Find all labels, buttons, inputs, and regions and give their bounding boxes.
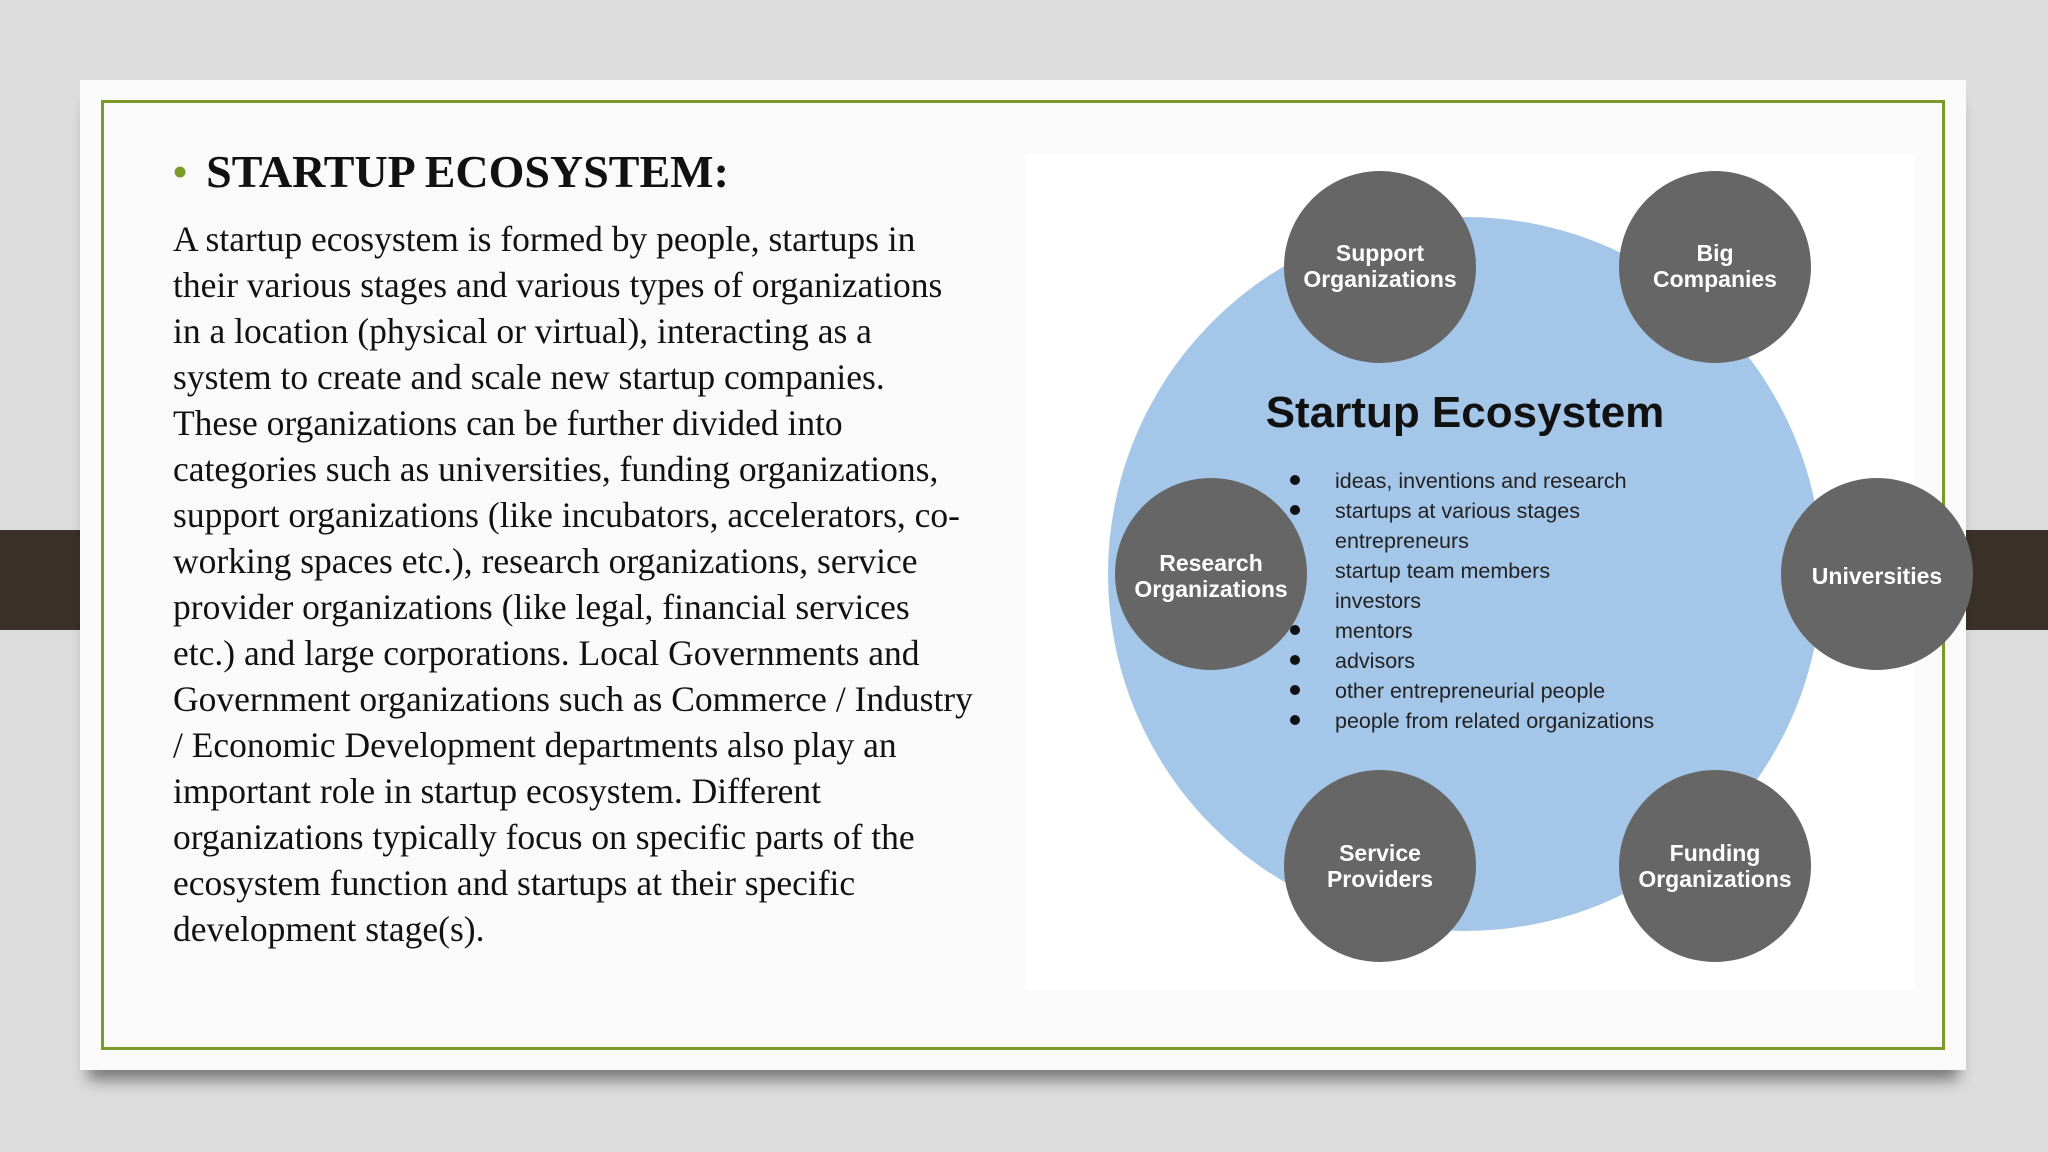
list-item: startups at various stages xyxy=(1335,499,1580,523)
list-item: advisors xyxy=(1335,649,1416,673)
paragraph-line: development stage(s). xyxy=(173,909,485,949)
node-label-line: Organizations xyxy=(1638,866,1792,892)
paragraph-line: important role in startup ecosystem. Different xyxy=(173,771,822,811)
node-big-companies xyxy=(1619,171,1811,363)
node-label-line: Organizations xyxy=(1303,266,1457,292)
list-bullet xyxy=(1290,625,1300,635)
paragraph-line: their various stages and various types of organizations xyxy=(173,265,943,305)
paragraph-line: categories such as universities, funding organizations, xyxy=(173,449,939,489)
paragraph-line: These organizations can be further divided into xyxy=(173,403,843,443)
description-paragraph xyxy=(173,216,1173,952)
node-support-organizations xyxy=(1284,171,1476,363)
paragraph-line: working spaces etc.), research organizations, service xyxy=(173,541,918,581)
startup-ecosystem-diagram xyxy=(1025,154,1943,990)
node-label-line: Support xyxy=(1335,240,1425,266)
list-item: startup team members xyxy=(1335,559,1551,583)
list-item: ideas, inventions and research xyxy=(1335,469,1627,493)
paragraph-line: organizations typically focus on specific parts of the xyxy=(173,817,915,857)
node-label-line: Big xyxy=(1696,240,1734,266)
paragraph-line: A startup ecosystem is formed by people, startups in xyxy=(173,219,916,259)
slide-heading xyxy=(172,145,729,198)
node-label-line: Organizations xyxy=(1134,576,1288,602)
node-universities xyxy=(1781,478,1973,670)
node-label-line: Universities xyxy=(1811,563,1943,589)
paragraph-line: Government organizations such as Commerce / Industry xyxy=(173,679,973,719)
paragraph-line: ecosystem function and startups at their specific xyxy=(173,863,856,903)
list-item: mentors xyxy=(1335,619,1413,643)
list-item: entrepreneurs xyxy=(1335,529,1469,553)
list-bullet xyxy=(1290,685,1300,695)
paragraph-line: support organizations (like incubators, accelerators, co- xyxy=(173,495,960,535)
paragraph-line: in a location (physical or virtual), interacting as a xyxy=(173,311,872,351)
list-bullet xyxy=(1290,475,1300,485)
diagram-canvas xyxy=(1025,154,1943,990)
node-research-organizations xyxy=(1115,478,1307,670)
paragraph-line: / Economic Development departments also play an xyxy=(173,725,897,765)
list-bullet xyxy=(1290,505,1300,515)
list-item: investors xyxy=(1335,589,1422,613)
diagram-title: Startup Ecosystem xyxy=(1265,388,1665,437)
paragraph-line: provider organizations (like legal, financial services xyxy=(173,587,910,627)
list-bullet xyxy=(1290,655,1300,665)
list-item: other entrepreneurial people xyxy=(1335,679,1606,703)
list-item: people from related organizations xyxy=(1335,709,1655,733)
slide xyxy=(80,80,1966,1070)
paragraph-line: etc.) and large corporations. Local Governments and xyxy=(173,633,920,673)
node-label-line: Research xyxy=(1159,550,1263,576)
list-bullet xyxy=(1290,715,1300,725)
paragraph-line: system to create and scale new startup companies. xyxy=(173,357,885,397)
node-label-line: Service xyxy=(1339,840,1421,866)
node-label-line: Providers xyxy=(1326,866,1434,892)
node-service-providers xyxy=(1284,770,1476,962)
heading-text: STARTUP ECOSYSTEM: xyxy=(206,146,729,197)
node-label-line: Companies xyxy=(1653,266,1777,292)
heading-bullet: • xyxy=(172,146,189,197)
node-label-line: Funding xyxy=(1669,840,1761,866)
node-funding-organizations xyxy=(1619,770,1811,962)
